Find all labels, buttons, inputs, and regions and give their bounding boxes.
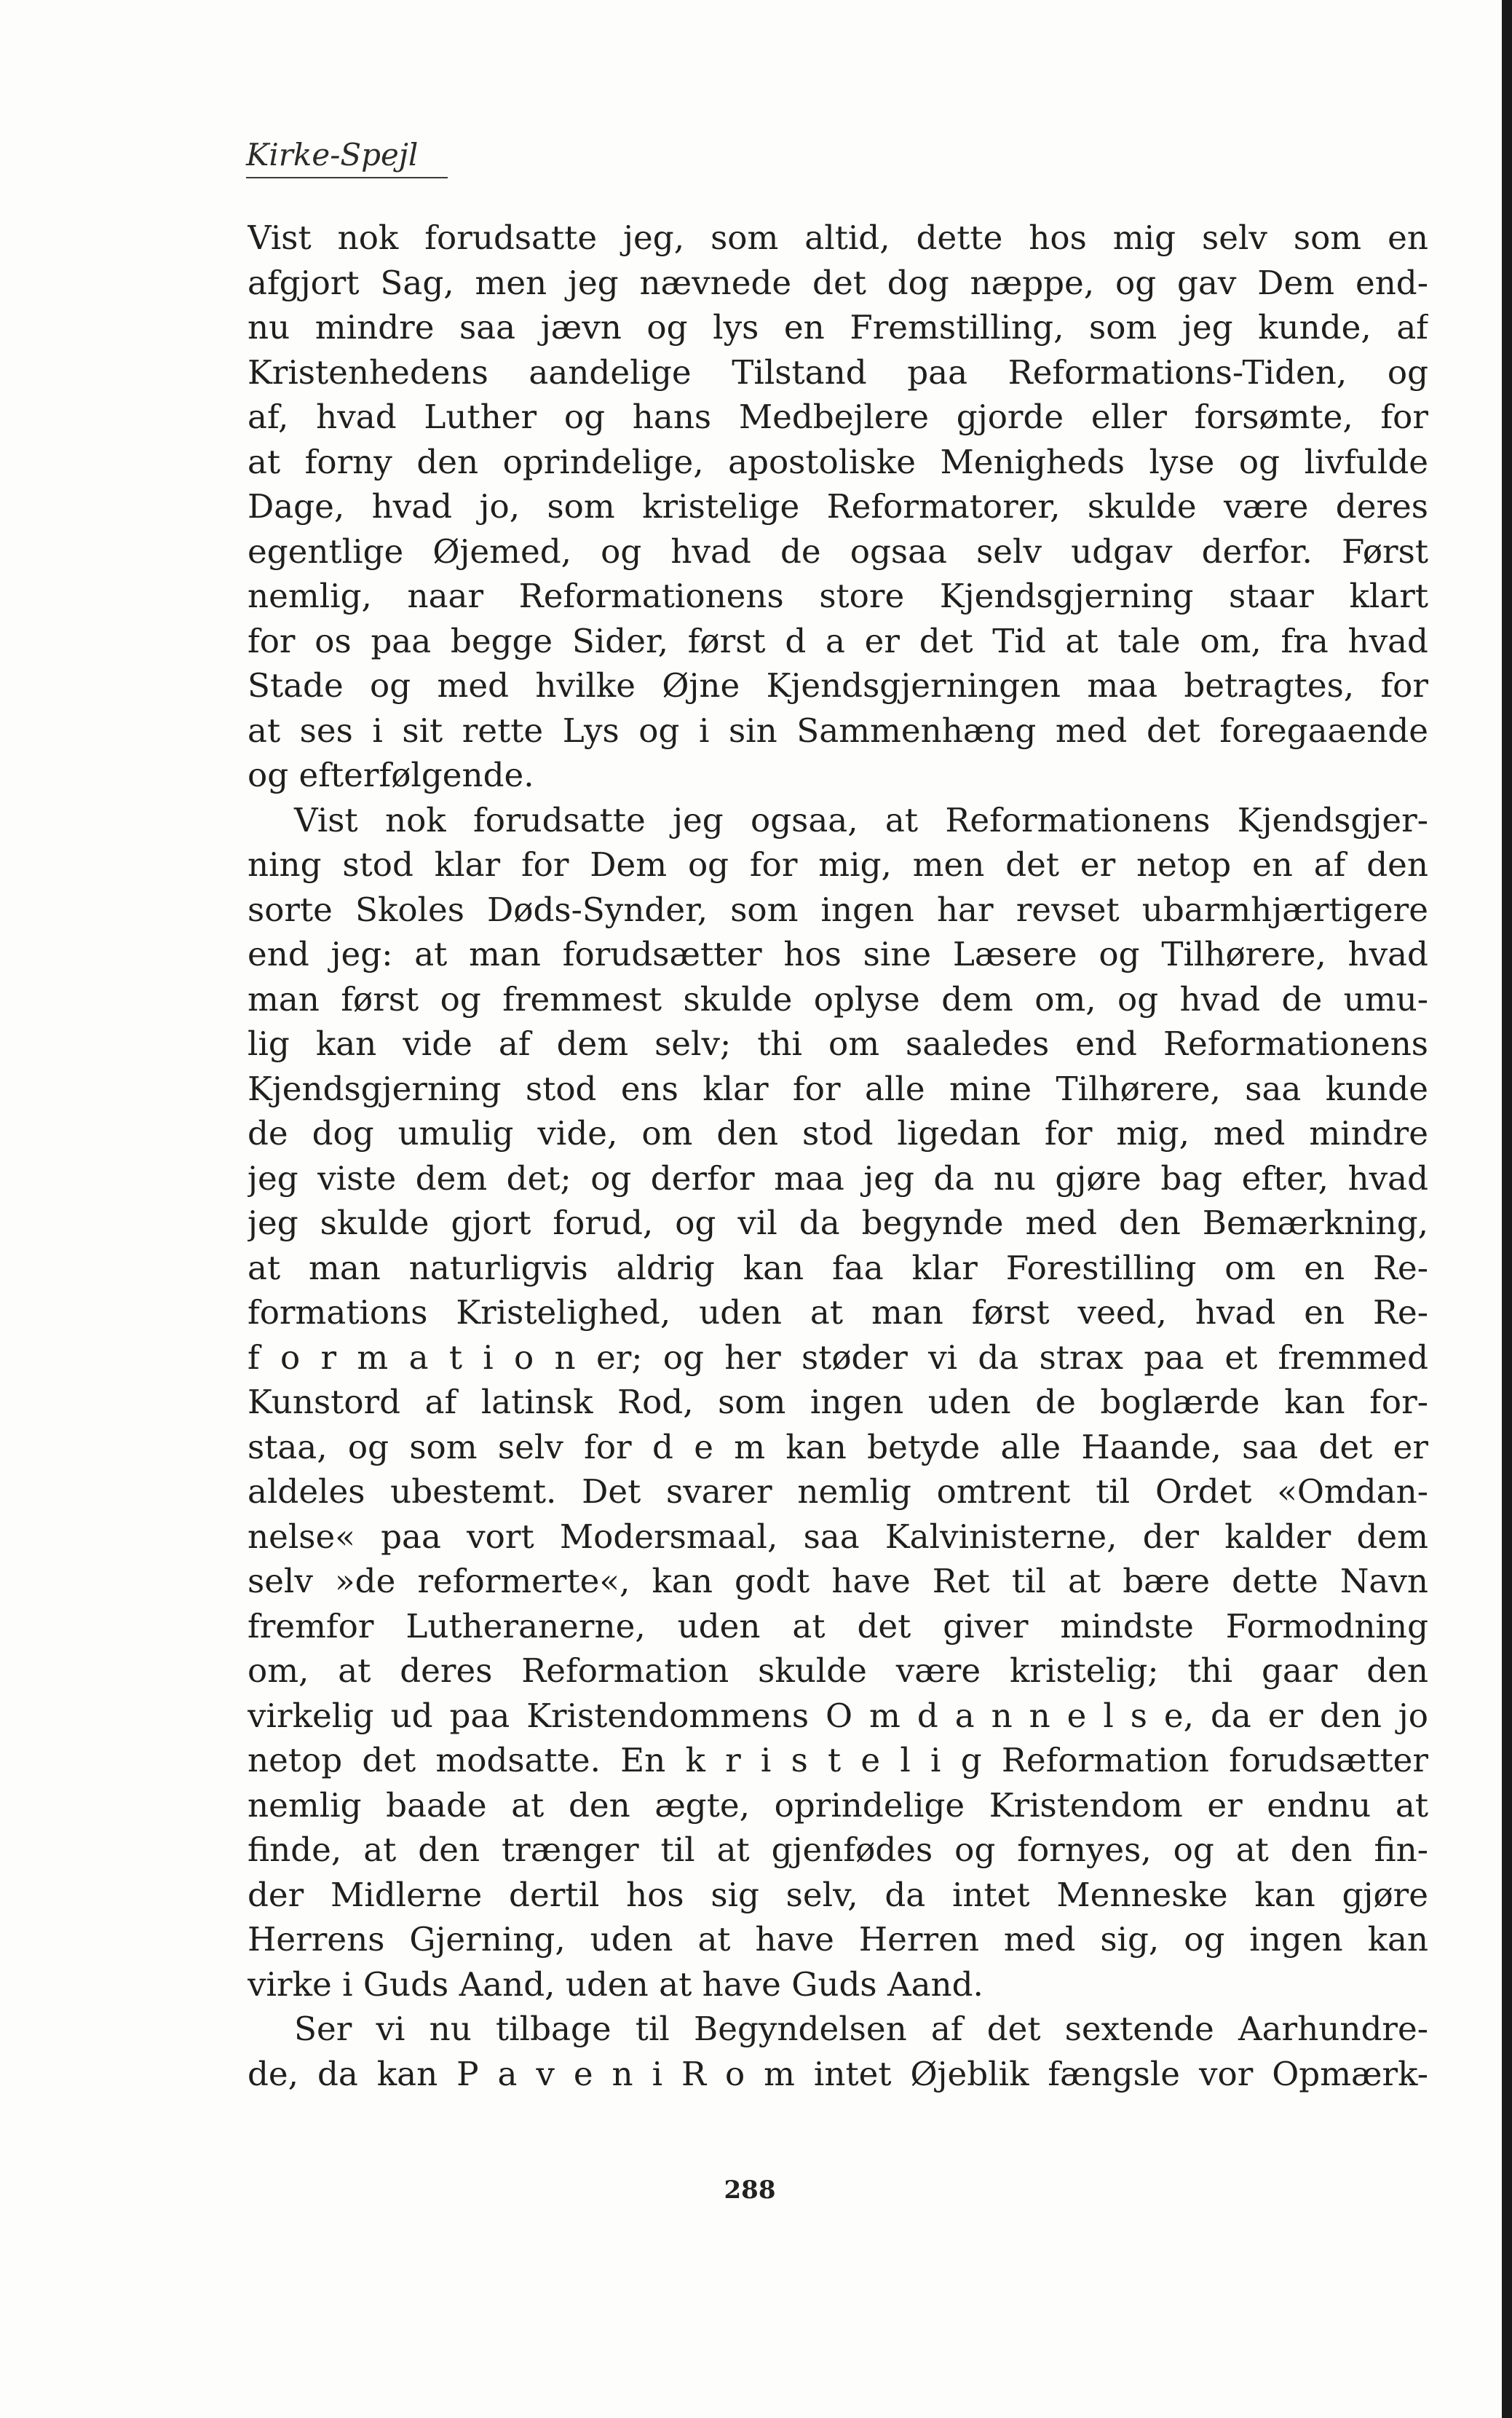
text-line: formations Kristelighed, uden at man først veed, hvad en Re- [248, 1293, 1428, 1332]
text-line: for os paa begge Sider, først d a er det Tid at tale om, fra hvad [248, 621, 1428, 660]
text-line: Kristenhedens aandelige Tilstand paa Reformations-Tiden, og [248, 352, 1428, 392]
text-line: de, da kan P a v e n i R o m intet Øjeblik fængsle vor Opmærk- [248, 2054, 1428, 2093]
text-line: aldeles ubestemt. Det svarer nemlig omtrent til Ordet «Omdan- [248, 1472, 1428, 1511]
text-line: Dage, hvad jo, som kristelige Reformatorer, skulde være deres [248, 487, 1428, 526]
text-line: Vist nok forudsatte jeg ogsaa, at Reformationens Kjendsgjer- [294, 800, 1428, 839]
text-line: sorte Skoles Døds-Synder, som ingen har revset ubarmhjærtigere [248, 890, 1428, 929]
text-line: fremfor Lutheranerne, uden at det giver mindste Formodning [248, 1606, 1428, 1645]
scan-edge [1502, 0, 1512, 2418]
text-line: Stade og med hvilke Øjne Kjendsgjerningen maa betragtes, for [248, 666, 1428, 705]
text-line: staa, og som selv for d e m kan betyde alle Haande, saa det er [248, 1427, 1428, 1466]
text-line: der Midlerne dertil hos sig selv, da intet Menneske kan gjøre [248, 1875, 1428, 1914]
text-line: at man naturligvis aldrig kan faa klar Forestilling om en Re- [248, 1248, 1428, 1287]
text-line: at ses i sit rette Lys og i sin Sammenhæng med det foregaaende [248, 711, 1428, 750]
text-line: og efterfølgende. [248, 756, 534, 794]
text-line: ning stod klar for Dem og for mig, men det er netop en af den [248, 845, 1428, 884]
text-line: virke i Guds Aand, uden at have Guds Aand. [248, 1964, 983, 2004]
text-line: Kjendsgjerning stod ens klar for alle mine Tilhørere, saa kunde [248, 1069, 1428, 1108]
text-line: afgjort Sag, men jeg nævnede det dog næppe, og gav Dem end- [248, 263, 1428, 302]
text-line: Kunstord af latinsk Rod, som ingen uden de boglærde kan for- [248, 1383, 1428, 1421]
text-line: finde, at den trænger til at gjenfødes og fornyes, og at den fin- [248, 1830, 1428, 1869]
text-line: nemlig baade at den ægte, oprindelige Kristendom er endnu at [248, 1785, 1428, 1825]
text-line: at forny den oprindelige, apostoliske Menigheds lyse og livfulde [248, 442, 1428, 481]
text-line: f o r m a t i o n er; og her støder vi da strax paa et fremmed [248, 1338, 1428, 1377]
text-line: Ser vi nu tilbage til Begyndelsen af det sextende Aarhundre- [294, 2010, 1428, 2048]
text-line: nelse« paa vort Modersmaal, saa Kalvinisterne, der kalder dem [248, 1517, 1428, 1556]
text-line: egentlige Øjemed, og hvad de ogsaa selv udgav derfor. Først [248, 532, 1428, 571]
text-line: nemlig, naar Reformationens store Kjendsgjerning staar klart [248, 577, 1428, 615]
text-line: Vist nok forudsatte jeg, som altid, dette hos mig selv som en [248, 218, 1428, 257]
text-line: jeg skulde gjort forud, og vil da begynde med den Bemærkning, [248, 1204, 1428, 1242]
text-line: af, hvad Luther og hans Medbejlere gjorde eller forsømte, for [248, 398, 1428, 436]
text-line: netop det modsatte. En k r i s t e l i g Reformation forudsætter [248, 1741, 1428, 1779]
text-line: Herrens Gjerning, uden at have Herren med sig, og ingen kan [248, 1920, 1428, 1959]
text-line: om, at deres Reformation skulde være kristelig; thi gaar den [248, 1651, 1428, 1690]
text-line: lig kan vide af dem selv; thi om saaledes end Reformationens [248, 1024, 1428, 1063]
text-line: nu mindre saa jævn og lys en Fremstilling, som jeg kunde, af [248, 308, 1428, 347]
text-line: end jeg: at man forudsætter hos sine Læsere og Tilhørere, hvad [248, 935, 1428, 973]
text-line: man først og fremmest skulde oplyse dem om, og hvad de umu- [248, 979, 1428, 1019]
text-line: jeg viste dem det; og derfor maa jeg da nu gjøre bag efter, hvad [248, 1158, 1428, 1198]
text-line: de dog umulig vide, om den stod ligedan for mig, med mindre [248, 1114, 1428, 1153]
text-line: virkelig ud paa Kristendommens O m d a n n e l s e, da er den jo [248, 1696, 1428, 1735]
page-number: 288 [724, 2176, 776, 2205]
running-title: Kirke-Spejl [246, 137, 448, 178]
text-line: selv »de reformerte«, kan godt have Ret til at bære dette Navn [248, 1562, 1428, 1600]
body-text [248, 216, 1428, 2096]
